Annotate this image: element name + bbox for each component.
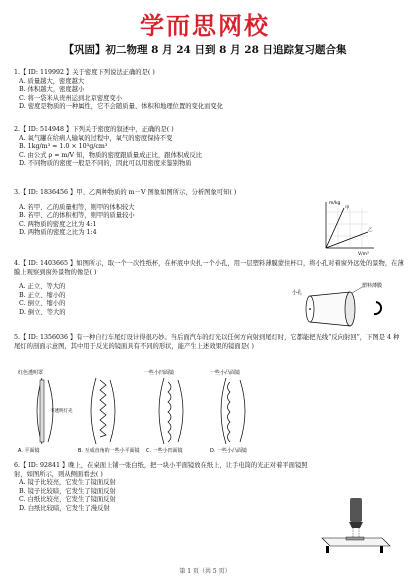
question-3 [14, 189, 314, 238]
question-6 [14, 462, 314, 514]
question-stem: 2.【 ID: 514948 】下列关于密度的叙述中，正确的是( ) [14, 126, 174, 133]
question-5 [14, 334, 404, 351]
option-c: C. 两物质的密度之比为 4:1 [19, 220, 97, 228]
option-a: A. 氧气罐在给病人输氧的过程中，氧气的密度保持不变 [19, 134, 173, 142]
question-1 [14, 69, 404, 112]
question-stem: 6.【 ID: 92841 】晚上，在桌面上铺一张白纸，把一块小平面镜放在纸上，让手电筒的光正对着平面镜照射，如图所示，则从侧面看去( ) [14, 462, 308, 478]
x-axis-label: V/m³ [358, 252, 369, 256]
option-b: B. 体积越大，密度越小 [19, 86, 85, 94]
question-2 [14, 126, 404, 169]
option-d: D. 两物质的密度之比为 1:4 [19, 229, 97, 237]
option-c: C. 白纸比较亮，它发生了镜面反射 [19, 496, 116, 504]
mv-graph-figure [318, 198, 378, 256]
document-title: 【巩固】初二物理 8 月 24 日到 8 月 28 日追踪复习题合集 [63, 44, 347, 56]
question-stem: 1.【 ID: 119992 】关于密度下列说法正确的是( ) [14, 69, 155, 76]
page-footer: 第 1 页（共 5 页） [179, 568, 231, 575]
brand-logo: 学而思网校 [140, 12, 270, 40]
option-b-caption: B. 互成直角的一些小平面镜 [78, 448, 140, 454]
question-stem: 3.【 ID: 1836456 】甲、乙两种物质的 m－V 图象如图所示，分析图象可知( ) [14, 189, 237, 196]
option-a-caption: A. 平面镜 [18, 448, 40, 454]
option-d: D. 白纸比较暗，它发生了漫反射 [19, 504, 110, 512]
option-a: A. 镜子比较亮，它发生了镜面反射 [19, 479, 116, 487]
option-c: C. 由公式 ρ = m/V 知，物质的密度跟质量成正比，跟体积成反比 [19, 151, 203, 159]
option-a: A. 质量越大，密度越大 [19, 77, 85, 85]
question-stem: 4.【 ID: 1403665 】如图所示，取一个一次性纸杯，在杯底中央扎一个小孔，用一层塑料薄膜蒙住杯口，将小孔对着窗外远处的景物，在薄膜上观察到窗外景物的像是( ) [14, 260, 404, 276]
tube-label: 不透明灯壳 [50, 409, 73, 414]
series-label-yi: 乙 [368, 228, 373, 233]
question-stem: 5.【 ID: 1356036 】有一种自行车尾灯设计得很巧妙。当后面汽车的灯光以任何方向射到尾灯时，它都能把光线“反向射回”，下图是 4 种尾灯的剖面示意图，其中用于反光的镜面具有不同的形状，能产生上述效果的镜面是( ) [14, 334, 400, 350]
option-a: A. 若甲、乙的质量相等，则甲的体积较大 [19, 203, 135, 211]
option-b: B. 1kg/m³ = 1.0 × 10³g/cm³ [19, 143, 108, 151]
pinhole-camera-figure [288, 282, 400, 332]
hole-label: 小孔 [292, 290, 303, 296]
option-d: D. 密度是物质的一种属性，它不会随质量、体积和地理位置的变化而变化 [19, 103, 224, 111]
flashlight-mirror-figure [316, 492, 394, 554]
option-c: C. 倒立、缩小的 [19, 300, 66, 308]
shell-label: 红色透明罩 [18, 370, 44, 376]
film-label: 塑料薄膜 [362, 283, 383, 289]
option-b: B. 若甲、乙的体积相等，则甲的质量较小 [19, 212, 135, 220]
option-b: B. 镜子比较暗，它发生了镜面反射 [19, 487, 116, 495]
series-label-jia: 甲 [345, 206, 350, 211]
option-c: C. 将一袋米从贵州运到北京密度变小 [19, 94, 123, 102]
y-axis-label: m/kg [329, 201, 341, 206]
option-d: D. 倒立、等大的 [19, 308, 66, 316]
convex-label: 一些小凸面镜 [210, 370, 241, 376]
option-a: A. 正立、等大的 [19, 283, 66, 291]
option-b: B. 正立、缩小的 [19, 291, 66, 299]
option-c-caption: C. 一些小凹面镜 [146, 448, 183, 454]
bike-taillight-figure [14, 366, 344, 456]
option-d-caption: D. 一些小凸面镜 [210, 448, 248, 454]
option-d: D. 不同物质的密度一般是不同的，因此可以用密度来鉴别物质 [19, 160, 192, 168]
concave-label: 一些小凹面镜 [144, 370, 175, 376]
